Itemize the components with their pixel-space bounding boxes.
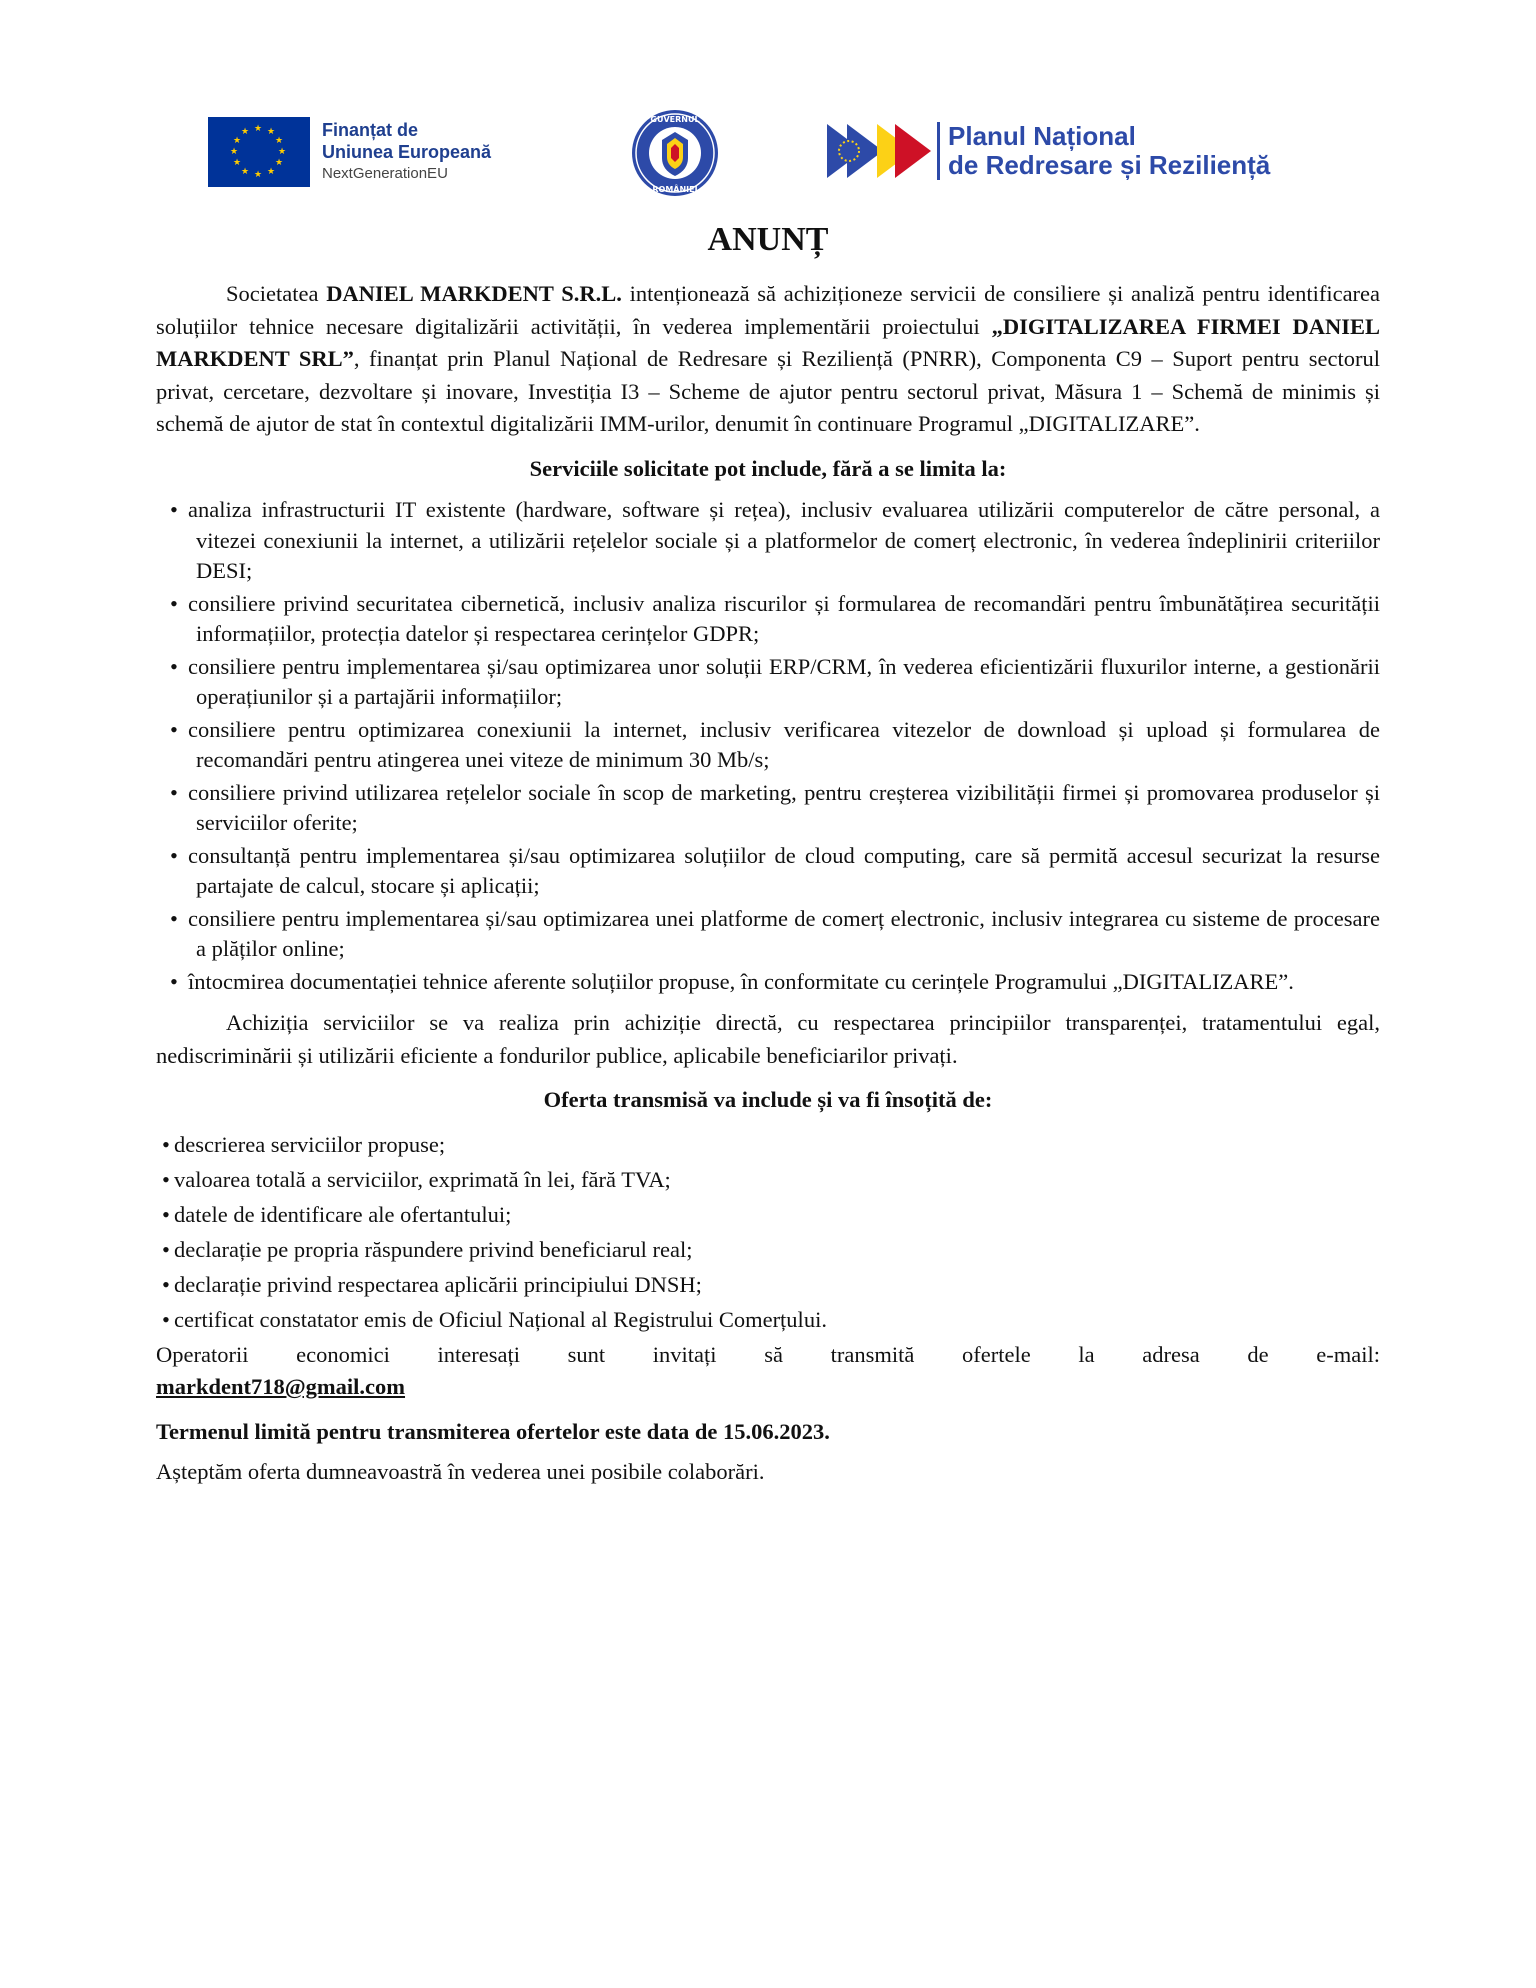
bullet-icon: •	[170, 779, 178, 805]
list-item	[156, 652, 1380, 713]
eu-text-line1: Finanțat de	[322, 120, 419, 140]
contact-email-link[interactable]: markdent718@gmail.com	[156, 1374, 406, 1399]
eu-funding-text	[322, 119, 491, 185]
service-text: întocmirea documentației tehnice aferente soluțiilor propuse, în conformitate cu cerințele Programului „DIGITALIZARE”.	[188, 968, 1294, 994]
list-item	[156, 1267, 1380, 1302]
offer-requirements-list	[156, 1127, 1380, 1337]
eu-text-line2: Uniunea Europeană	[322, 142, 492, 162]
intro-part3: , finanțat prin Planul Național de Redresare și Reziliență (PNRR), Componenta C9 – Suport pentru sectorul privat, cercetare, dezvoltare și inovare, Investiția I3 – Scheme de ajutor pentru sectorul privat, Măsura 1 – Schemă de minimis și schemă de ajutor de stat în contextul digitalizării IMM-urilor, denumit în continuare Programul „DIGITALIZARE”.	[156, 346, 1380, 436]
acquisition-paragraph: Achiziția serviciilor se va realiza prin achiziție directă, cu respectarea principiilor transparenței, tratamentului egal, nediscriminării și utilizării eficiente a fondurilor publice, aplicabile beneficiarilor privați.	[156, 1010, 1380, 1068]
service-text: consiliere pentru implementarea și/sau optimizarea unei platforme de comerț electronic, inclusiv integrarea cu sisteme de procesare a plăților online;	[188, 905, 1380, 961]
svg-text:GUVERNUL: GUVERNUL	[650, 115, 700, 124]
list-item	[156, 841, 1380, 902]
project-name: „DIGITALIZAREA FIRMEI DANIEL MARKDENT SRL”	[156, 313, 1380, 371]
offer-item-text: descrierea serviciilor propuse;	[174, 1131, 446, 1157]
services-heading: Serviciile solicitate pot include, fără a se limita la:	[529, 455, 1007, 481]
list-item	[156, 589, 1380, 650]
bullet-icon: •	[170, 968, 178, 994]
list-item	[156, 495, 1380, 587]
service-text: consiliere privind utilizarea rețelelor sociale în scop de marketing, pentru creșterea vizibilității firmei și promovarea produselor și serviciilor oferite;	[188, 779, 1380, 835]
bullet-icon: •	[162, 1201, 170, 1227]
closing-text: Așteptăm oferta dumneavoastră în vederea unei posibile colaborări.	[156, 1459, 765, 1484]
bullet-icon: •	[162, 1306, 170, 1332]
list-item	[156, 1162, 1380, 1197]
bullet-icon: •	[162, 1166, 170, 1192]
service-text: analiza infrastructurii IT existente (hardware, software și rețea), inclusiv evaluarea utilizării computerelor de către personal, a vitezei conexiunii la internet, a utilizării rețelelor sociale și a platformelor de comerț electronic, în vederea îndeplinirii criteriilor DESI;	[188, 497, 1380, 583]
bullet-icon: •	[170, 905, 178, 931]
offer-item-text: datele de identificare ale ofertantului;	[174, 1201, 512, 1227]
bullet-icon: •	[170, 716, 178, 742]
eu-funding-logo	[208, 112, 491, 192]
invitation-text: Operatorii economici interesați sunt invitați să transmită ofertele la adresa de e-mail:	[156, 1341, 1380, 1367]
bullet-icon: •	[170, 653, 178, 679]
eu-flag-icon: ★ ★ ★ ★ ★ ★ ★ ★ ★ ★ ★ ★	[208, 117, 310, 187]
offer-heading: Oferta transmisă va include și va fi însoțită de:	[543, 1087, 993, 1112]
eu-text-line3: NextGenerationEU	[322, 165, 448, 182]
list-item	[156, 967, 1380, 998]
bullet-icon: •	[162, 1236, 170, 1262]
pnrr-text	[937, 122, 1270, 180]
list-item	[156, 1127, 1380, 1162]
pnrr-arrows-icon	[827, 118, 931, 184]
intro-part2: intenționează să achiziționeze servicii de consiliere și analiză pentru identificarea soluțiilor tehnice necesare digitalizării activității, în vederea implementării proiectului	[156, 281, 1381, 339]
intro-paragraph	[156, 278, 1380, 441]
service-text: consiliere privind securitatea cibernetică, inclusiv analiza riscurilor și formularea de recomandări pentru îmbunătățirea securității informațiilor, protecția datelor și respectarea cerințelor GDPR;	[188, 590, 1380, 646]
pnrr-logo	[827, 118, 1270, 184]
bullet-icon: •	[170, 842, 178, 868]
offer-item-text: declarație privind respectarea aplicării principiului DNSH;	[174, 1271, 702, 1297]
svg-text:ROMÂNIEI: ROMÂNIEI	[652, 185, 698, 194]
pnrr-text-line2: de Redresare și Reziliență	[948, 150, 1271, 180]
intro-part1: Societatea	[226, 281, 327, 306]
company-name: DANIEL MARKDENT S.R.L.	[326, 281, 622, 306]
pnrr-text-line1: Planul Național	[948, 121, 1136, 151]
bullet-icon: •	[170, 590, 178, 616]
services-list	[156, 495, 1380, 997]
announcement-document	[156, 212, 1380, 1489]
logo-header	[0, 0, 1536, 210]
list-item	[156, 778, 1380, 839]
list-item	[156, 1232, 1380, 1267]
list-item	[156, 904, 1380, 965]
list-item	[156, 715, 1380, 776]
bullet-icon: •	[162, 1271, 170, 1297]
list-item	[156, 1302, 1380, 1337]
deadline-text: Termenul limită pentru transmiterea ofertelor este data de 15.06.2023.	[156, 1418, 830, 1444]
bullet-icon: •	[162, 1131, 170, 1157]
service-text: consultanță pentru implementarea și/sau optimizarea soluțiilor de cloud computing, care să permită accesul securizat la resurse partajate de calcul, stocare și aplicații;	[188, 842, 1380, 898]
email-line	[156, 1371, 1380, 1404]
document-title: ANUNȚ	[707, 221, 829, 258]
romanian-government-seal-icon	[630, 108, 720, 198]
service-text: consiliere pentru implementarea și/sau optimizarea unor soluții ERP/CRM, în vederea eficientizării fluxurilor interne, a gestionării operațiunilor și a partajării informațiilor;	[188, 653, 1380, 709]
offer-item-text: valoarea totală a serviciilor, exprimată în lei, fără TVA;	[174, 1166, 671, 1192]
list-item	[156, 1197, 1380, 1232]
bullet-icon: •	[170, 497, 178, 522]
offer-item-text: certificat constatator emis de Oficiul Național al Registrului Comerțului.	[174, 1306, 827, 1332]
service-text: consiliere pentru optimizarea conexiunii la internet, inclusiv verificarea vitezelor de download și upload și formularea de recomandări pentru atingerea unei viteze de minimum 30 Mb/s;	[188, 716, 1380, 772]
offer-item-text: declarație pe propria răspundere privind beneficiarul real;	[174, 1236, 693, 1262]
